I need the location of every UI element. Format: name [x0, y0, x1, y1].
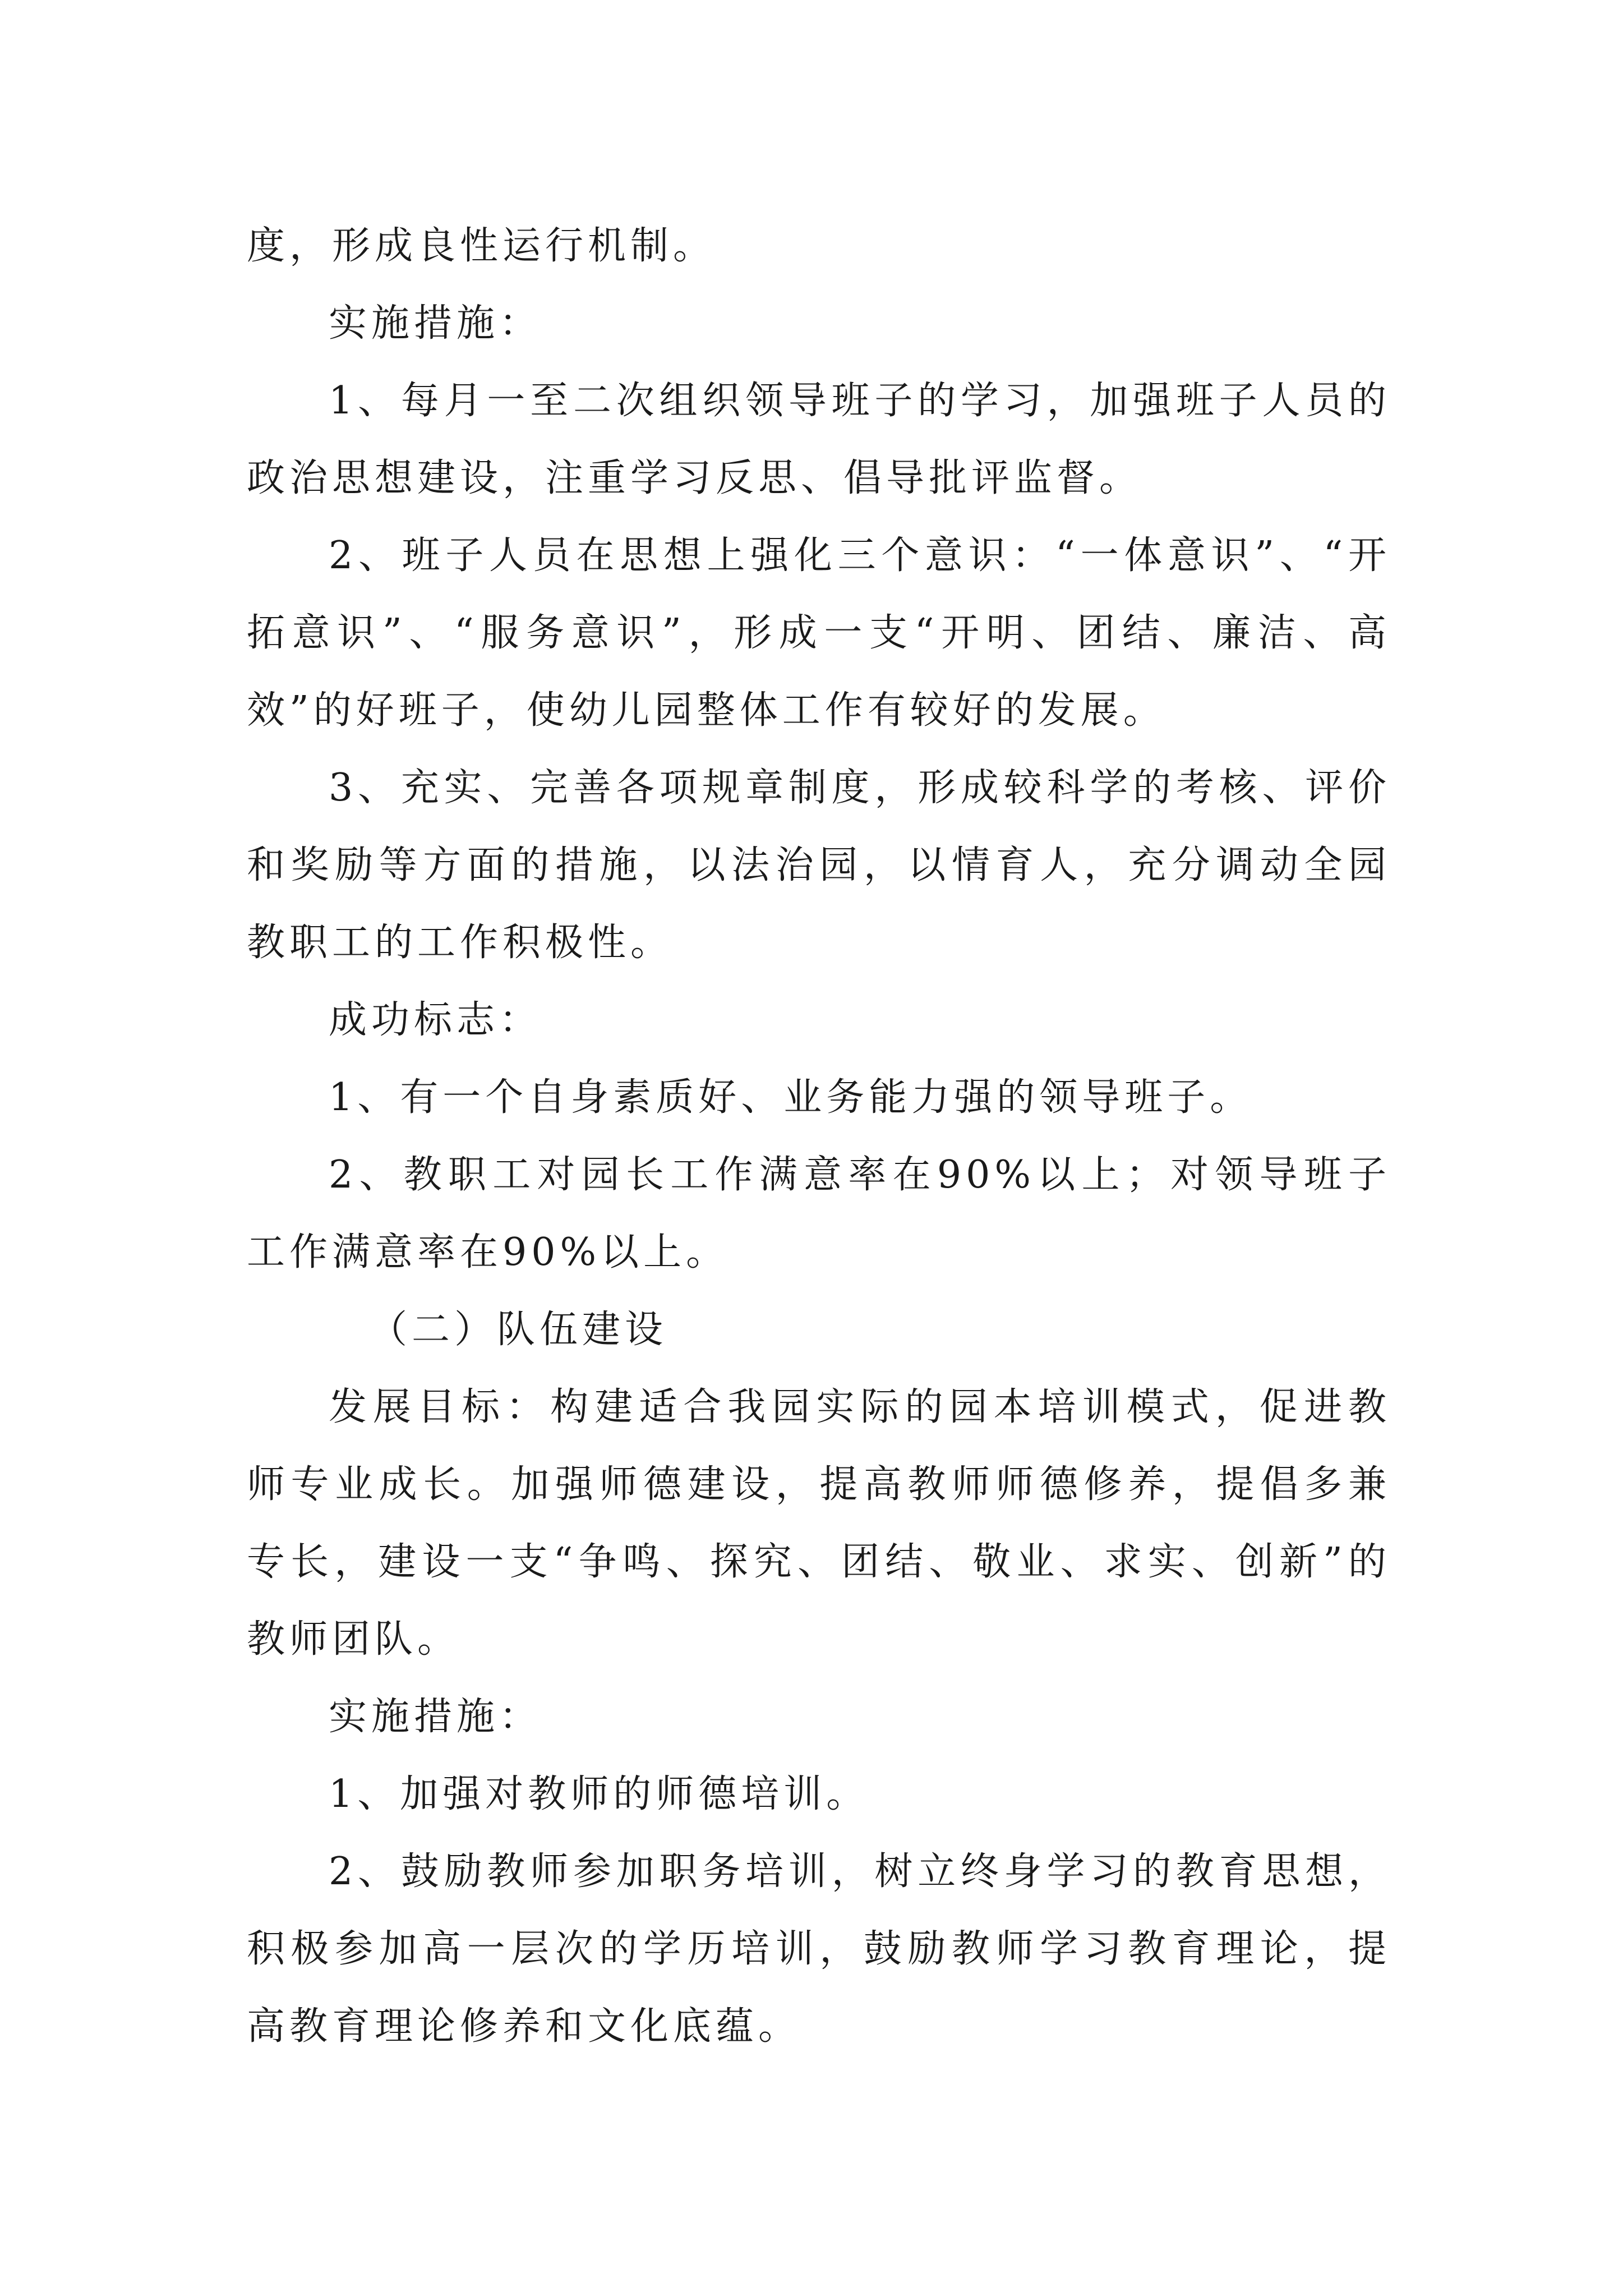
heading-implementation-measures-2: 实施措施：: [329, 1695, 542, 1739]
paragraph-team-measure-1: 1、加强对教师的师德培训。: [329, 1772, 869, 1816]
paragraph-measure-1: 1、每月一至二次组织领导班子的学习，加强班子人员的政治思想建设，注重学习反思、倡导批评监督。: [247, 379, 1391, 500]
paragraph-team-measure-2: 2、鼓励教师参加职务培训，树立终身学习的教育思想，积极参加高一层次的学历培训，鼓励教师学习教育理论，提高教育理论修养和文化底蕴。: [247, 1849, 1391, 2049]
paragraph-indicator-2: 2、教职工对园长工作满意率在90%以上；对领导班子工作满意率在90%以上。: [247, 1153, 1391, 1274]
document-body: [247, 208, 1391, 2065]
heading-success-indicators: 成功标志：: [329, 998, 542, 1042]
section-heading-team-building: （二）队伍建设: [369, 1308, 668, 1352]
paragraph-measure-2: 2、班子人员在思想上强化三个意识：“一体意识”、“开拓意识”、“服务意识”，形成一支“开明、团结、廉洁、高效”的好班子，使幼儿园整体工作有较好的发展。: [247, 533, 1391, 733]
paragraph-measure-3: 3、充实、完善各项规章制度，形成较科学的考核、评价和奖励等方面的措施，以法治园，以情育人，充分调动全园教职工的工作积极性。: [247, 766, 1391, 965]
paragraph-development-goal: 发展目标：构建适合我园实际的园本培训模式，促进教师专业成长。加强师德建设，提高教师师德修养，提倡多兼专长，建设一支“争鸣、探究、团结、敬业、求实、创新”的教师团队。: [247, 1385, 1391, 1662]
paragraph-continuation: 度，形成良性运行机制。: [247, 224, 716, 268]
heading-implementation-measures: 实施措施：: [329, 301, 542, 346]
paragraph-indicator-1: 1、有一个自身素质好、业务能力强的领导班子。: [329, 1075, 1253, 1120]
